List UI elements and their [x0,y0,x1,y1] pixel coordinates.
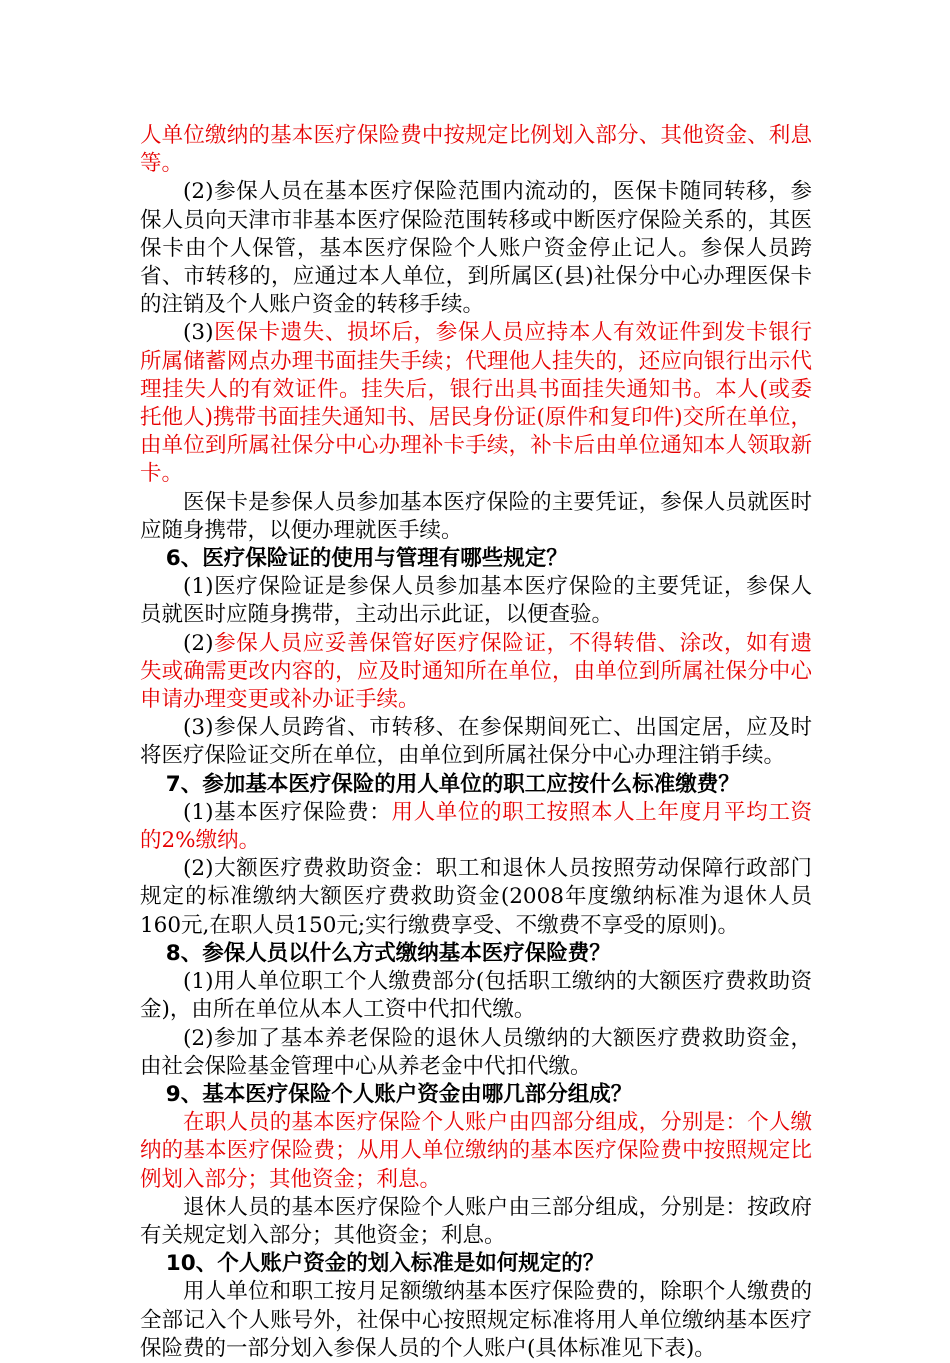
highlighted-text: 医保卡遗失、损坏后，参保人员应持本人有效证件到发卡银行所属储蓄网点办理书面挂失手续；代理他人挂失的，还应向银行出示代理挂失人的有效证件。挂失后，银行出具书面挂失通知书。本人(或委托他人)携带书面挂失通知书、居民身份证(原件和复印件)交所在单位，由单位到所属社保分中心办理补卡手续，补卡后由单位通知本人领取新卡。 [140,320,812,487]
paragraph [140,1278,812,1363]
text-run: (3)参保人员跨省、市转移、在参保期间死亡、出国定居，应及时将医疗保险证交所在单位，由单位到所属社保分中心办理注销手续。 [140,715,812,769]
text-run: (1)医疗保险证是参保人员参加基本医疗保险的主要凭证，参保人员就医时应随身携带，主动出示此证，以便查验。 [140,574,812,628]
highlighted-text: 用人单位的职工按照本人上年度月平均工资的2%缴纳。 [140,799,812,854]
text-run: 退休人员的基本医疗保险个人账户由三部分组成，分别是：按政府有关规定划入部分；其他资金；利息。 [140,1194,812,1248]
document-body [140,122,812,1363]
paragraph [140,573,812,629]
text-run: (2) [183,630,214,656]
paragraph [140,1194,812,1250]
text-run: (2)参保人员在基本医疗保险范围内流动的，医保卡随同转移，参保人员向天津市非基本医疗保险范围转移或中断医疗保险关系的，其医保卡由个人保管，基本医疗保险个人账户资金停止记人。参保人员跨省、市转移的，应通过本人单位，到所属区(县)社保分中心办理医保卡的注销及个人账户资金的转移手续。 [140,179,812,318]
highlighted-text: 参保人员应妥善保管好医疗保险证，不得转借、涂改，如有遗失或确需更改内容的，应及时通知所在单位，由单位到所属社保分中心申请办理变更或补办证手续。 [140,630,812,713]
paragraph [140,714,812,770]
paragraph [140,178,812,319]
highlighted-text: 在职人员的基本医疗保险个人账户由四部分组成，分别是：个人缴纳的基本医疗保险费；从用人单位缴纳的基本医疗保险费中按照规定比例划入部分；其他资金；利息。 [140,1110,812,1192]
text-run: 8、参保人员以什么方式缴纳基本医疗保险费？ [165,940,611,966]
paragraph [140,855,812,940]
section-heading [140,545,812,573]
section-heading [140,1081,812,1109]
text-run: 10、个人账户资金的划入标准是如何规定的？ [165,1251,605,1277]
paragraph [140,319,812,488]
text-run: 6、医疗保险证的使用与管理有哪些规定？ [165,546,568,572]
paragraph [140,489,812,545]
text-run: (1)基本医疗保险费： [183,799,392,825]
paragraph [140,1109,812,1194]
text-run: 9、基本医疗保险个人账户资金由哪几部分组成？ [165,1081,633,1107]
paragraph [140,1025,812,1081]
paragraph [140,799,812,855]
text-run: (2)参加了基本养老保险的退休人员缴纳的大额医疗费救助资金，由社会保险基金管理中心从养老金中代扣代缴。 [140,1025,812,1079]
paragraph [140,630,812,715]
paragraph [140,968,812,1024]
section-heading [140,1250,812,1278]
text-run: (1)用人单位职工个人缴费部分(包括职工缴纳的大额医疗费救助资金)，由所在单位从本人工资中代扣代缴。 [140,969,812,1023]
text-run: (3) [183,320,214,346]
text-run: 用人单位和职工按月足额缴纳基本医疗保险费的，除职个人缴费的全部记入个人账号外，社保中心按照规定标准将用人单位缴纳基本医疗保险费的一部分划入参保人员的个人账户(具体标准见下表)。 [140,1279,812,1361]
section-heading [140,940,812,968]
text-run: (2)大额医疗费救助资金：职工和退休人员按照劳动保障行政部门规定的标准缴纳大额医疗费救助资金(2008年度缴纳标准为退休人员160元,在职人员150元;实行缴费享受、不缴费不享受的原则)。 [140,856,812,938]
text-run: 7、参加基本医疗保险的用人单位的职工应按什么标准缴费？ [165,771,740,797]
text-run: 医保卡是参保人员参加基本医疗保险的主要凭证，参保人员就医时应随身携带，以便办理就医手续。 [140,489,812,543]
highlighted-text: 人单位缴纳的基本医疗保险费中按规定比例划入部分、其他资金、利息等。 [140,123,812,177]
section-heading [140,771,812,799]
paragraph [140,122,812,178]
